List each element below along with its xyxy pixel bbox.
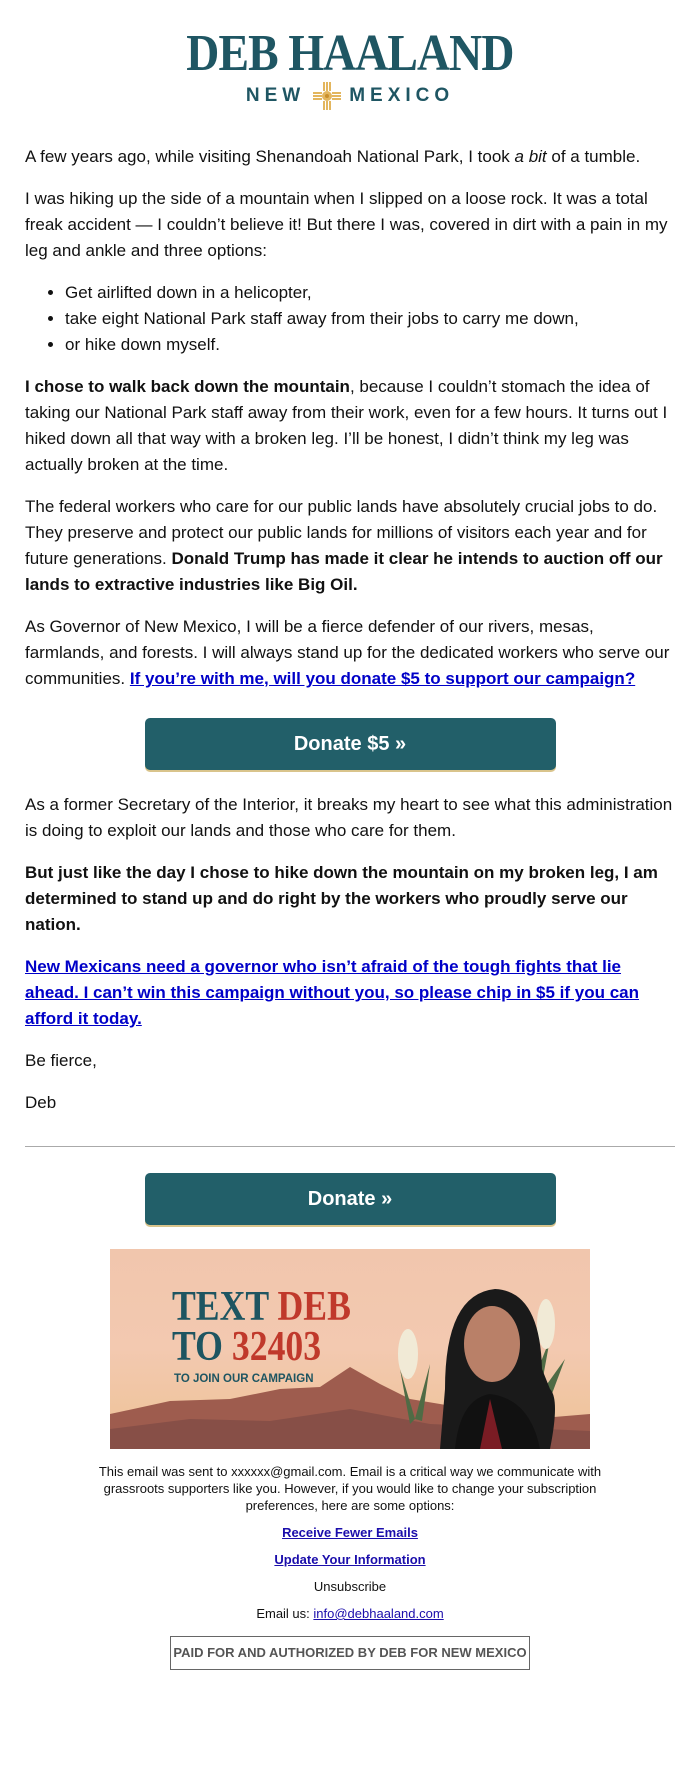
list-item: • take eight National Park staff away from their jobs to carry me down, [65,306,675,332]
signature: Deb [25,1093,57,1112]
paragraph-federal-workers [25,494,675,598]
divider [25,1146,675,1147]
zia-sun-icon [313,82,341,110]
paid-for-disclaimer: PAID FOR AND AUTHORIZED BY DEB FOR NEW MEXICO [170,1636,530,1670]
email-link[interactable]: info@debhaaland.com [313,1606,444,1621]
chip-in-link[interactable]: New Mexicans need a governor who isn’t afraid of the tough fights that lie ahead. I can’t win this campaign without you, so please chip in $5 if you can afford it today. [25,957,640,1028]
unsubscribe-link[interactable]: Unsubscribe [313,1579,387,1594]
paragraph-choice [25,374,675,478]
text: DEB [277,1284,351,1330]
paragraph-intro [25,144,675,170]
donate-link[interactable]: If you’re with me, will you donate $5 to support our campaign? [129,669,636,688]
paragraph-determined: But just like the day I chose to hike down the mountain on my broken leg, I am determined to stand up and do right by the workers who proudly serve our nation. [25,863,658,934]
bold-text: Donald Trump has made it clear he intends to auction off our lands to extractive industries like Big Oil. [25,549,663,594]
text: , because I couldn’t stomach the idea of taking our National Park staff away from their work, even for a few hours. It turns out I hiked down all that way with a broken leg. I’ll be honest, I didn’t think my leg was actually broken at the time. [25,377,668,474]
list-item: • Get airlifted down in a helicopter, [65,280,675,306]
banner-headline [172,1284,351,1370]
paragraph-secretary: As a former Secretary of the Interior, it breaks my heart to see what this administration is doing to exploit our lands and those who care for them. [25,795,673,840]
donate-button[interactable]: Donate » [145,1173,556,1225]
logo-sub-left: NEW [245,85,306,106]
options-list [25,280,675,358]
email-us [70,1605,630,1622]
paragraph-accident: I was hiking up the side of a mountain when I slipped on a loose rock. It was a total freak accident — I couldn’t believe it! But there I was, covered in dirt with a pain in my leg and ankle and three options: [25,189,668,260]
text: As Governor of New Mexico, I will be a fierce defender of our rivers, mesas, farmlands, and forests. I will always stand up for the dedicated workers who serve our communities. [25,617,670,688]
text: The federal workers who care for our public lands have absolutely crucial jobs to do. They preserve and protect our public lands for millions of visitors each year and for future generations. [25,497,658,568]
text: A few years ago, while visiting Shenandoah National Park, I took [25,147,515,166]
campaign-logo [0,0,700,106]
text: 32403 [231,1324,322,1370]
logo-sub-right: MEXICO [349,85,455,106]
paragraph-chip-in [25,954,675,1032]
receive-fewer-emails-link[interactable]: Receive Fewer Emails [282,1525,418,1540]
footer-notice: This email was sent to xxxxxx@gmail.com. Email is a critical way we communicate with grassroots supporters like you. However, if you would like to change your subscription preferences, here are some options: [98,1464,602,1513]
bold-text: I chose to walk back down the mountain [25,377,350,396]
logo-name: DEB HAALAND [186,25,514,82]
emphasis: a bit [514,147,547,166]
list-item: • or hike down myself. [65,332,675,358]
text: Email us: [256,1606,314,1621]
text: TO [172,1324,223,1370]
text-deb-banner[interactable] [110,1249,590,1449]
donate-5-button[interactable]: Donate $5 » [145,718,556,770]
text: of a tumble. [546,147,641,166]
paragraph-governor [25,614,675,692]
text: TEXT [172,1284,269,1330]
update-information-link[interactable]: Update Your Information [274,1552,426,1567]
banner-subtext: TO JOIN OUR CAMPAIGN [174,1373,314,1385]
signoff: Be fierce, [25,1051,97,1070]
